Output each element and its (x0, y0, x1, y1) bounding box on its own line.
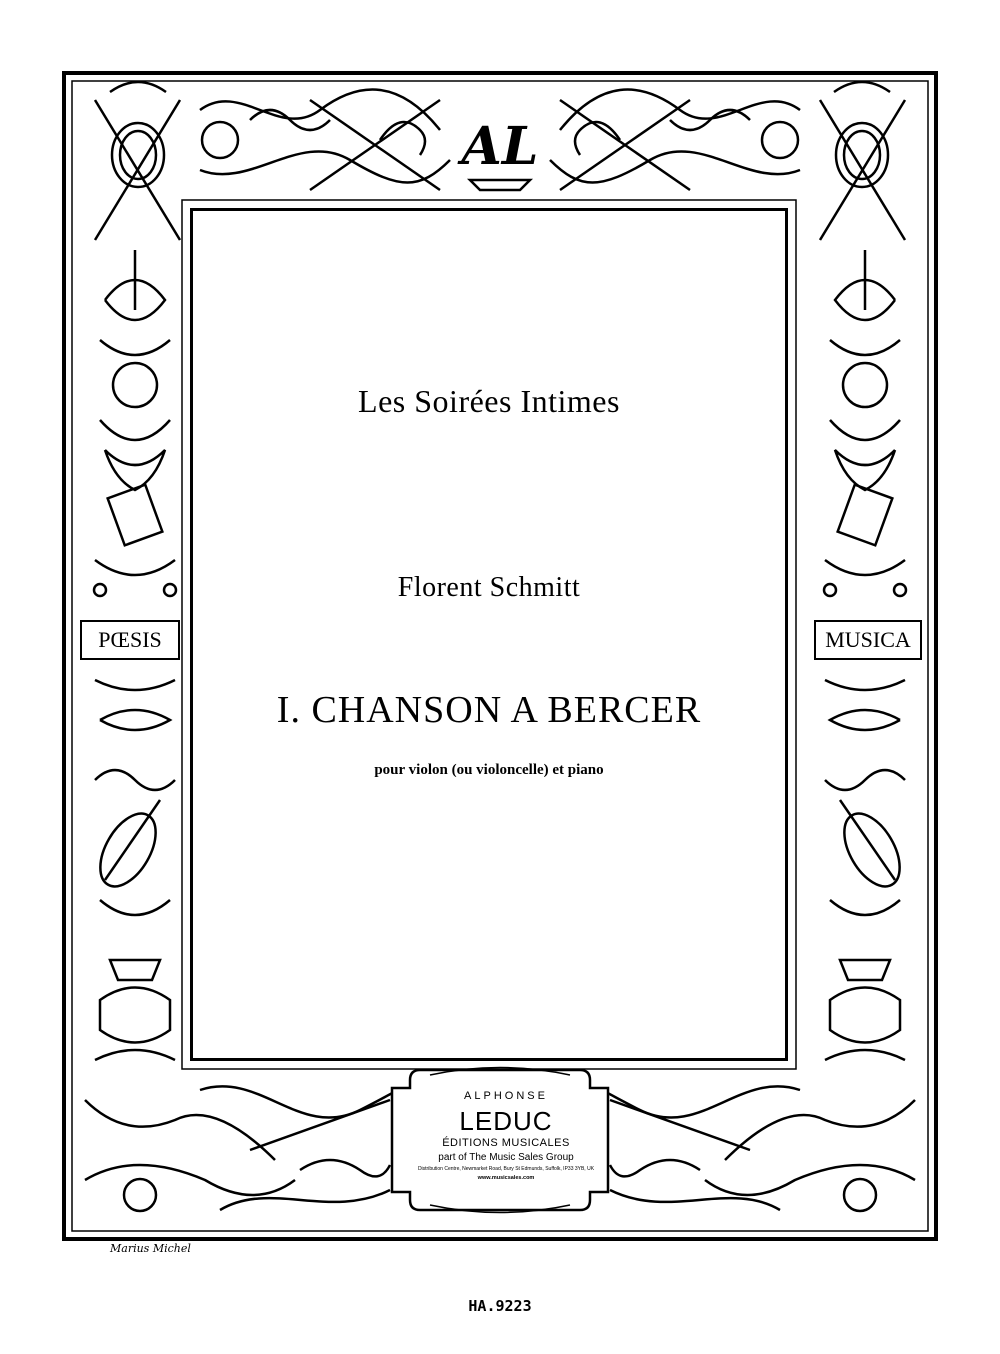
publisher-line-alphonse: ALPHONSE (464, 1090, 548, 1102)
series-title: Les Soirées Intimes (358, 383, 620, 419)
artist-signature: Marius Michel (110, 1242, 191, 1255)
publisher-line-address: Distribution Centre, Newmarket Road, Bury St Edmunds, Suffolk, IP33 3YB, UK (417, 1166, 595, 1172)
publisher-line-leduc: LEDUC (459, 1106, 553, 1136)
publisher-line-group: part of The Music Sales Group (438, 1152, 574, 1163)
poesis-label: PŒSIS (80, 620, 180, 660)
publisher-monogram: AL (461, 116, 539, 177)
composer-name: Florent Schmitt (397, 572, 581, 603)
publisher-line-website: www.musicsales.com (477, 1175, 535, 1181)
musica-label: MUSICA (814, 620, 922, 660)
instrumentation: pour violon (ou violoncelle) et piano (374, 762, 604, 778)
catalog-number: HA.9223 (468, 1297, 532, 1315)
work-title: I. CHANSON A BERCER (276, 689, 702, 731)
title-panel (190, 208, 788, 1061)
publisher-line-editions: ÉDITIONS MUSICALES (442, 1137, 570, 1149)
